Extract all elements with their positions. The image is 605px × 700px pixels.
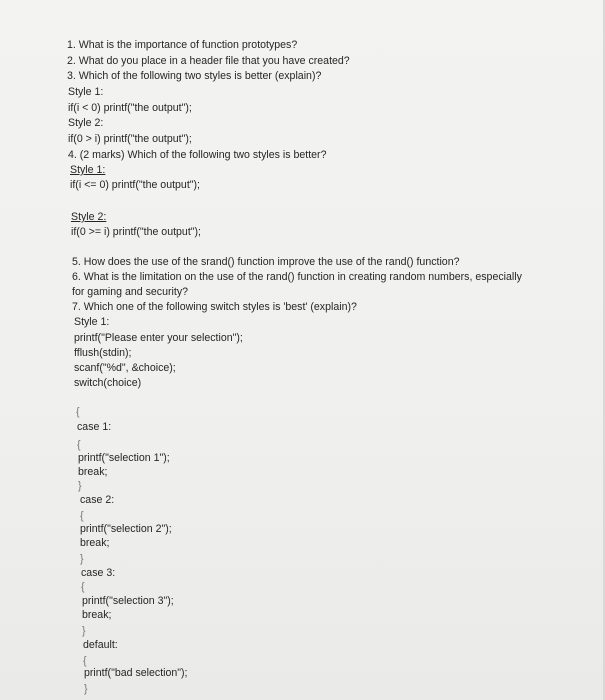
- code-line: fflush(stdin);: [74, 347, 132, 359]
- question-3: 3. Which of the following two styles is better (explain)?: [67, 70, 322, 82]
- code-brace: }: [82, 625, 86, 637]
- code-case: case 1:: [77, 421, 112, 433]
- code-line: break;: [78, 466, 108, 478]
- q3-style-1-label: Style 1:: [68, 86, 104, 98]
- code-line: printf("selection 2");: [80, 523, 172, 535]
- code-brace: {: [83, 655, 87, 667]
- code-line: printf("Please enter your selection");: [74, 332, 243, 344]
- code-brace: }: [84, 683, 88, 695]
- code-line: switch(choice): [74, 377, 142, 389]
- code-line: scanf("%d", &choice);: [74, 362, 176, 374]
- question-1: 1. What is the importance of function prototypes?: [67, 39, 298, 51]
- question-6-continued: for gaming and security?: [72, 286, 189, 298]
- code-case: case 2:: [80, 494, 115, 506]
- code-brace: }: [80, 553, 84, 565]
- code-line: break;: [82, 609, 112, 621]
- q3-style-2-label: Style 2:: [68, 117, 104, 129]
- question-2: 2. What do you place in a header file that you have created?: [67, 55, 350, 67]
- question-4: 4. (2 marks) Which of the following two styles is better?: [68, 149, 327, 161]
- question-7: 7. Which one of the following switch styles is 'best' (explain)?: [72, 301, 357, 313]
- code-brace: {: [80, 510, 84, 522]
- code-line: printf("selection 3");: [82, 595, 174, 607]
- code-line: printf("bad selection");: [84, 667, 188, 679]
- code-default: default:: [83, 639, 118, 651]
- code-line: break;: [80, 537, 110, 549]
- q3-style-2-code: if(0 > i) printf("the output");: [68, 133, 192, 145]
- q4-style-1-label: Style 1:: [70, 164, 106, 176]
- code-brace: {: [77, 439, 81, 451]
- code-brace: }: [78, 480, 82, 492]
- code-case: case 3:: [81, 567, 116, 579]
- code-line: printf("selection 1");: [78, 452, 170, 464]
- q4-style-2-label: Style 2:: [71, 211, 107, 223]
- q4-style-1-code: if(i <= 0) printf("the output");: [70, 179, 200, 191]
- question-6: 6. What is the limitation on the use of the rand() function in creating random numbers, especially: [72, 271, 522, 283]
- question-5: 5. How does the use of the srand() function improve the use of the rand() function?: [72, 256, 460, 268]
- q7-style-1-label: Style 1:: [74, 316, 110, 328]
- q4-style-2-code: if(0 >= i) printf("the output");: [71, 226, 201, 238]
- q3-style-1-code: if(i < 0) printf("the output");: [68, 102, 192, 114]
- code-brace: {: [81, 581, 85, 593]
- code-brace: {: [76, 406, 80, 418]
